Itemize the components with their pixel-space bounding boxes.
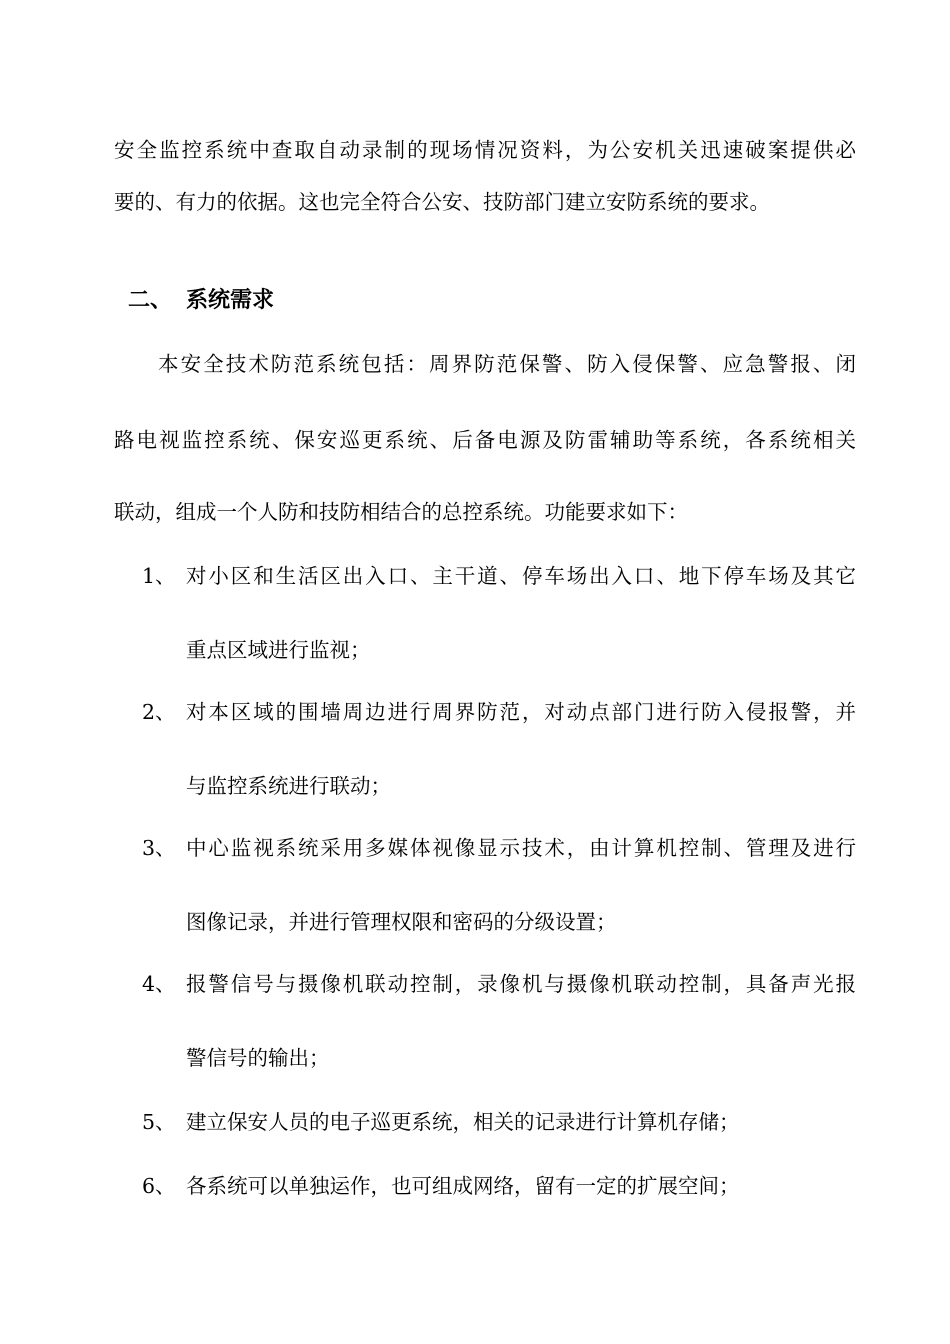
list-item-text: 各系统可以单独运作，也可组成网络，留有一定的扩展空间； <box>186 1174 740 1198</box>
list-item-number: 5、 <box>142 1110 176 1134</box>
list-item-number: 6、 <box>142 1174 176 1198</box>
requirements-paragraph-line-1: 本安全技术防范系统包括：周界防范保警、防入侵保警、应急警报、闭 <box>158 352 856 376</box>
list-item-text: 报警信号与摄像机联动控制，录像机与摄像机联动控制，具备声光报 <box>186 972 856 996</box>
section-number: 二、 <box>128 288 173 313</box>
list-item-number: 1、 <box>142 564 176 588</box>
requirements-paragraph-line-2: 路电视监控系统、保安巡更系统、后备电源及防雷辅助等系统，各系统相关 <box>114 428 856 452</box>
requirements-paragraph-line-3: 联动，组成一个人防和技防相结合的总控系统。功能要求如下： <box>114 500 688 524</box>
list-item-text: 对本区域的围墙周边进行周界防范，对动点部门进行防入侵报警，并 <box>186 700 856 724</box>
list-item-text: 中心监视系统采用多媒体视像显示技术，由计算机控制、管理及进行 <box>186 836 856 860</box>
list-item-continuation: 图像记录，并进行管理权限和密码的分级设置； <box>186 910 617 934</box>
section-heading <box>128 286 274 316</box>
list-item-text: 对小区和生活区出入口、主干道、停车场出入口、地下停车场及其它 <box>186 564 856 588</box>
section-title: 系统需求 <box>186 288 275 313</box>
intro-paragraph-line-2: 要的、有力的依据。这也完全符合公安、技防部门建立安防系统的要求。 <box>114 190 770 214</box>
list-item-number: 3、 <box>142 836 176 860</box>
list-item-continuation: 重点区域进行监视； <box>186 638 371 662</box>
list-item-continuation: 警信号的输出； <box>186 1046 330 1070</box>
list-item-text: 建立保安人员的电子巡更系统，相关的记录进行计算机存储； <box>186 1110 740 1134</box>
list-item-number: 4、 <box>142 972 176 996</box>
list-item-number: 2、 <box>142 700 176 724</box>
list-item-continuation: 与监控系统进行联动； <box>186 774 391 798</box>
intro-paragraph-line-1: 安全监控系统中查取自动录制的现场情况资料，为公安机关迅速破案提供必 <box>114 138 856 162</box>
